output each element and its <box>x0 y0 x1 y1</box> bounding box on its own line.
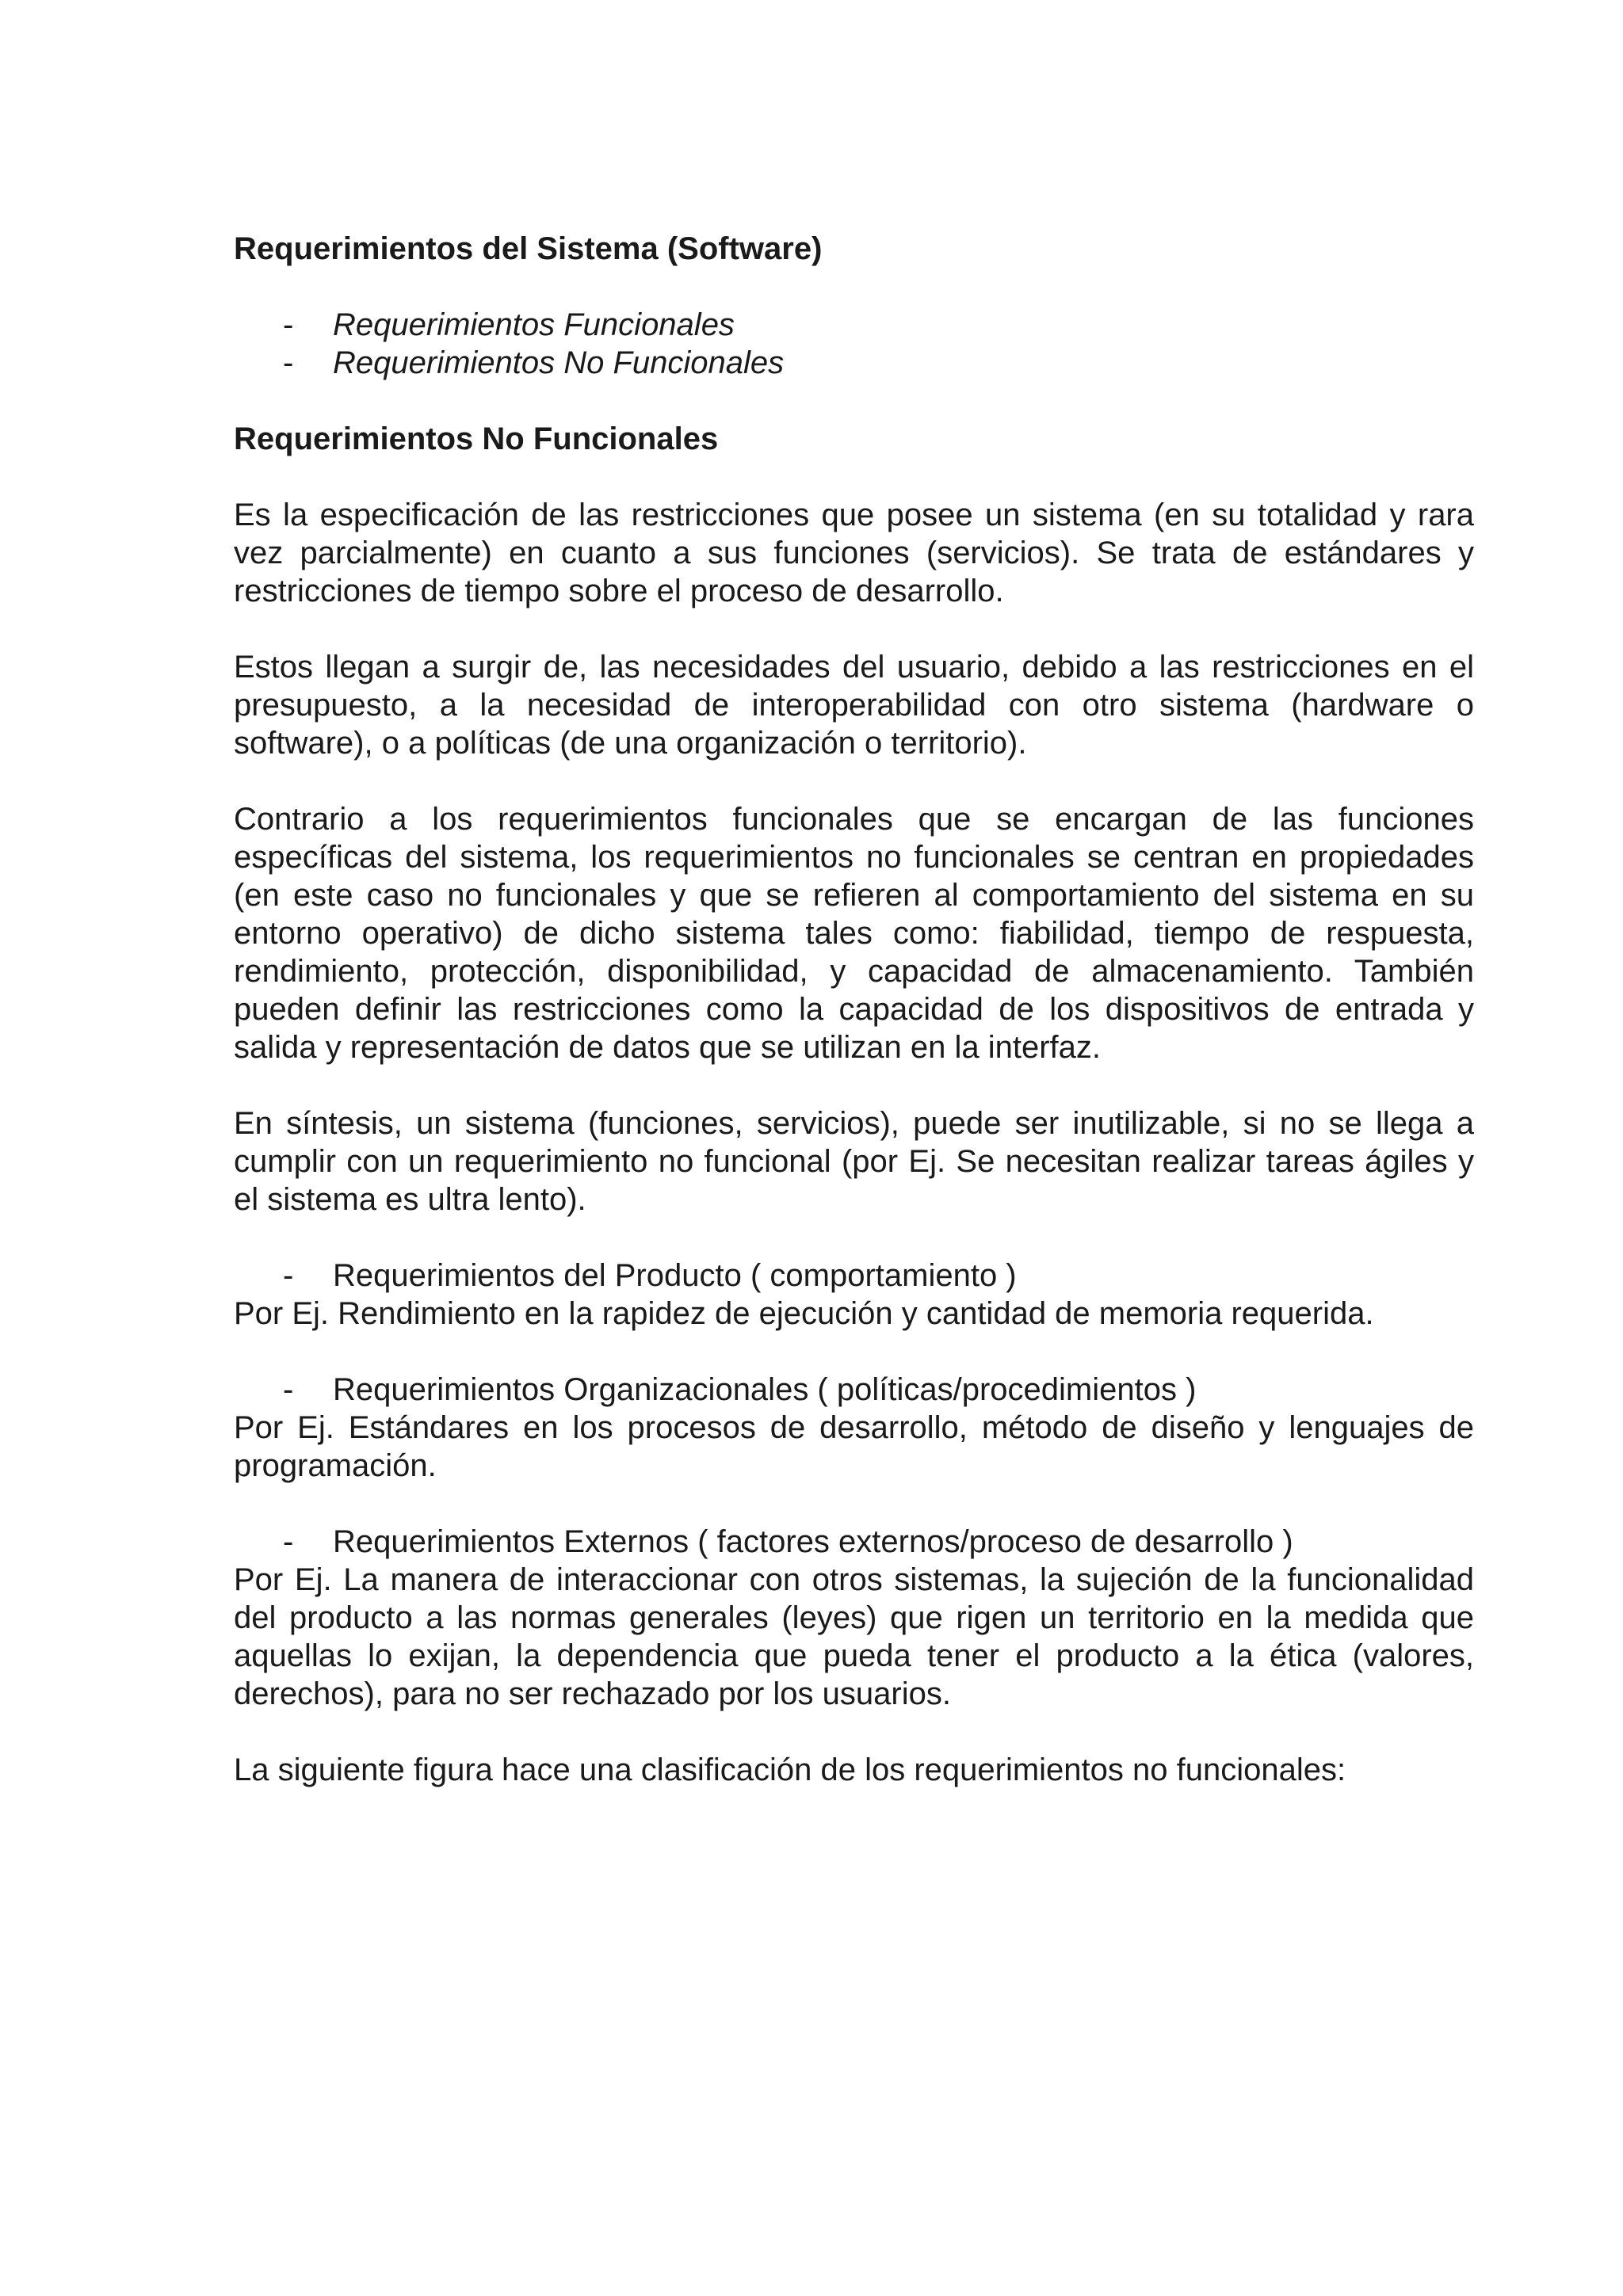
dash-bullet: - <box>283 1524 294 1559</box>
list-item-text: Requerimientos No Funcionales <box>333 345 785 380</box>
list-item <box>234 344 1474 382</box>
paragraph: Estos llegan a surgir de, las necesidades del usuario, debido a las restricciones en el presupuesto, a la necesidad de interoperabilidad con otro sistema (hardware o software), o a políticas (de una organización o territorio). <box>234 650 1474 761</box>
category-example: Por Ej. Estándares en los procesos de desarrollo, método de diseño y lenguajes de programación. <box>234 1410 1474 1483</box>
category-heading <box>234 1371 1474 1409</box>
category-heading <box>234 1523 1474 1561</box>
list-item-text: Requerimientos Funcionales <box>333 307 735 342</box>
category-example: Por Ej. Rendimiento en la rapidez de ejecución y cantidad de memoria requerida. <box>234 1296 1374 1331</box>
dash-bullet: - <box>283 307 294 342</box>
dash-bullet: - <box>283 345 294 380</box>
paragraph: Contrario a los requerimientos funcionales que se encargan de las funciones específicas del sistema, los requerimientos no funcionales se centran en propiedades (en este caso no funcionales y que se refieren al comportamiento del sistema en su entorno operativo) de dicho sistema tales como: fiabilidad, tiempo de respuesta, rendimiento, protección, disponibilidad, y capacidad de almacenamiento. También pueden definir las restricciones como la capacidad de los dispositivos de entrada y salida y representación de datos que se utilizan en la interfaz. <box>234 802 1474 1065</box>
document-body <box>234 230 1474 1789</box>
list-item <box>234 306 1474 344</box>
paragraph: En síntesis, un sistema (funciones, servicios), puede ser inutilizable, si no se llega a cumplir con un requerimiento no funcional (por Ej. Se necesitan realizar tareas ágiles y el sistema es ultra lento). <box>234 1106 1474 1217</box>
category-name: Requerimientos Organizacionales ( políticas/procedimientos ) <box>333 1372 1197 1407</box>
category-example: Por Ej. La manera de interaccionar con otros sistemas, la sujeción de la funcionalidad del producto a las normas generales (leyes) que rigen un territorio en la medida que aquellas lo exijan, la dependencia que pueda tener el producto a la ética (valores, derechos), para no ser rechazado por los usuarios. <box>234 1562 1474 1711</box>
category-heading <box>234 1257 1474 1295</box>
category-name: Requerimientos del Producto ( comportamiento ) <box>333 1258 1017 1293</box>
paragraph: Es la especificación de las restricciones que posee un sistema (en su totalidad y rara vez parcialmente) en cuanto a sus funciones (servicios). Se trata de estándares y restricciones de tiempo sobre el proceso de desarrollo. <box>234 498 1474 608</box>
section-heading: Requerimientos No Funcionales <box>234 421 719 456</box>
dash-bullet: - <box>283 1372 294 1407</box>
closing-sentence: La siguiente figura hace una clasificación de los requerimientos no funcionales: <box>234 1753 1346 1787</box>
dash-bullet: - <box>283 1258 294 1293</box>
document-title: Requerimientos del Sistema (Software) <box>234 231 823 266</box>
requirement-types-list <box>234 306 1474 382</box>
category-name: Requerimientos Externos ( factores externos/proceso de desarrollo ) <box>333 1524 1293 1559</box>
